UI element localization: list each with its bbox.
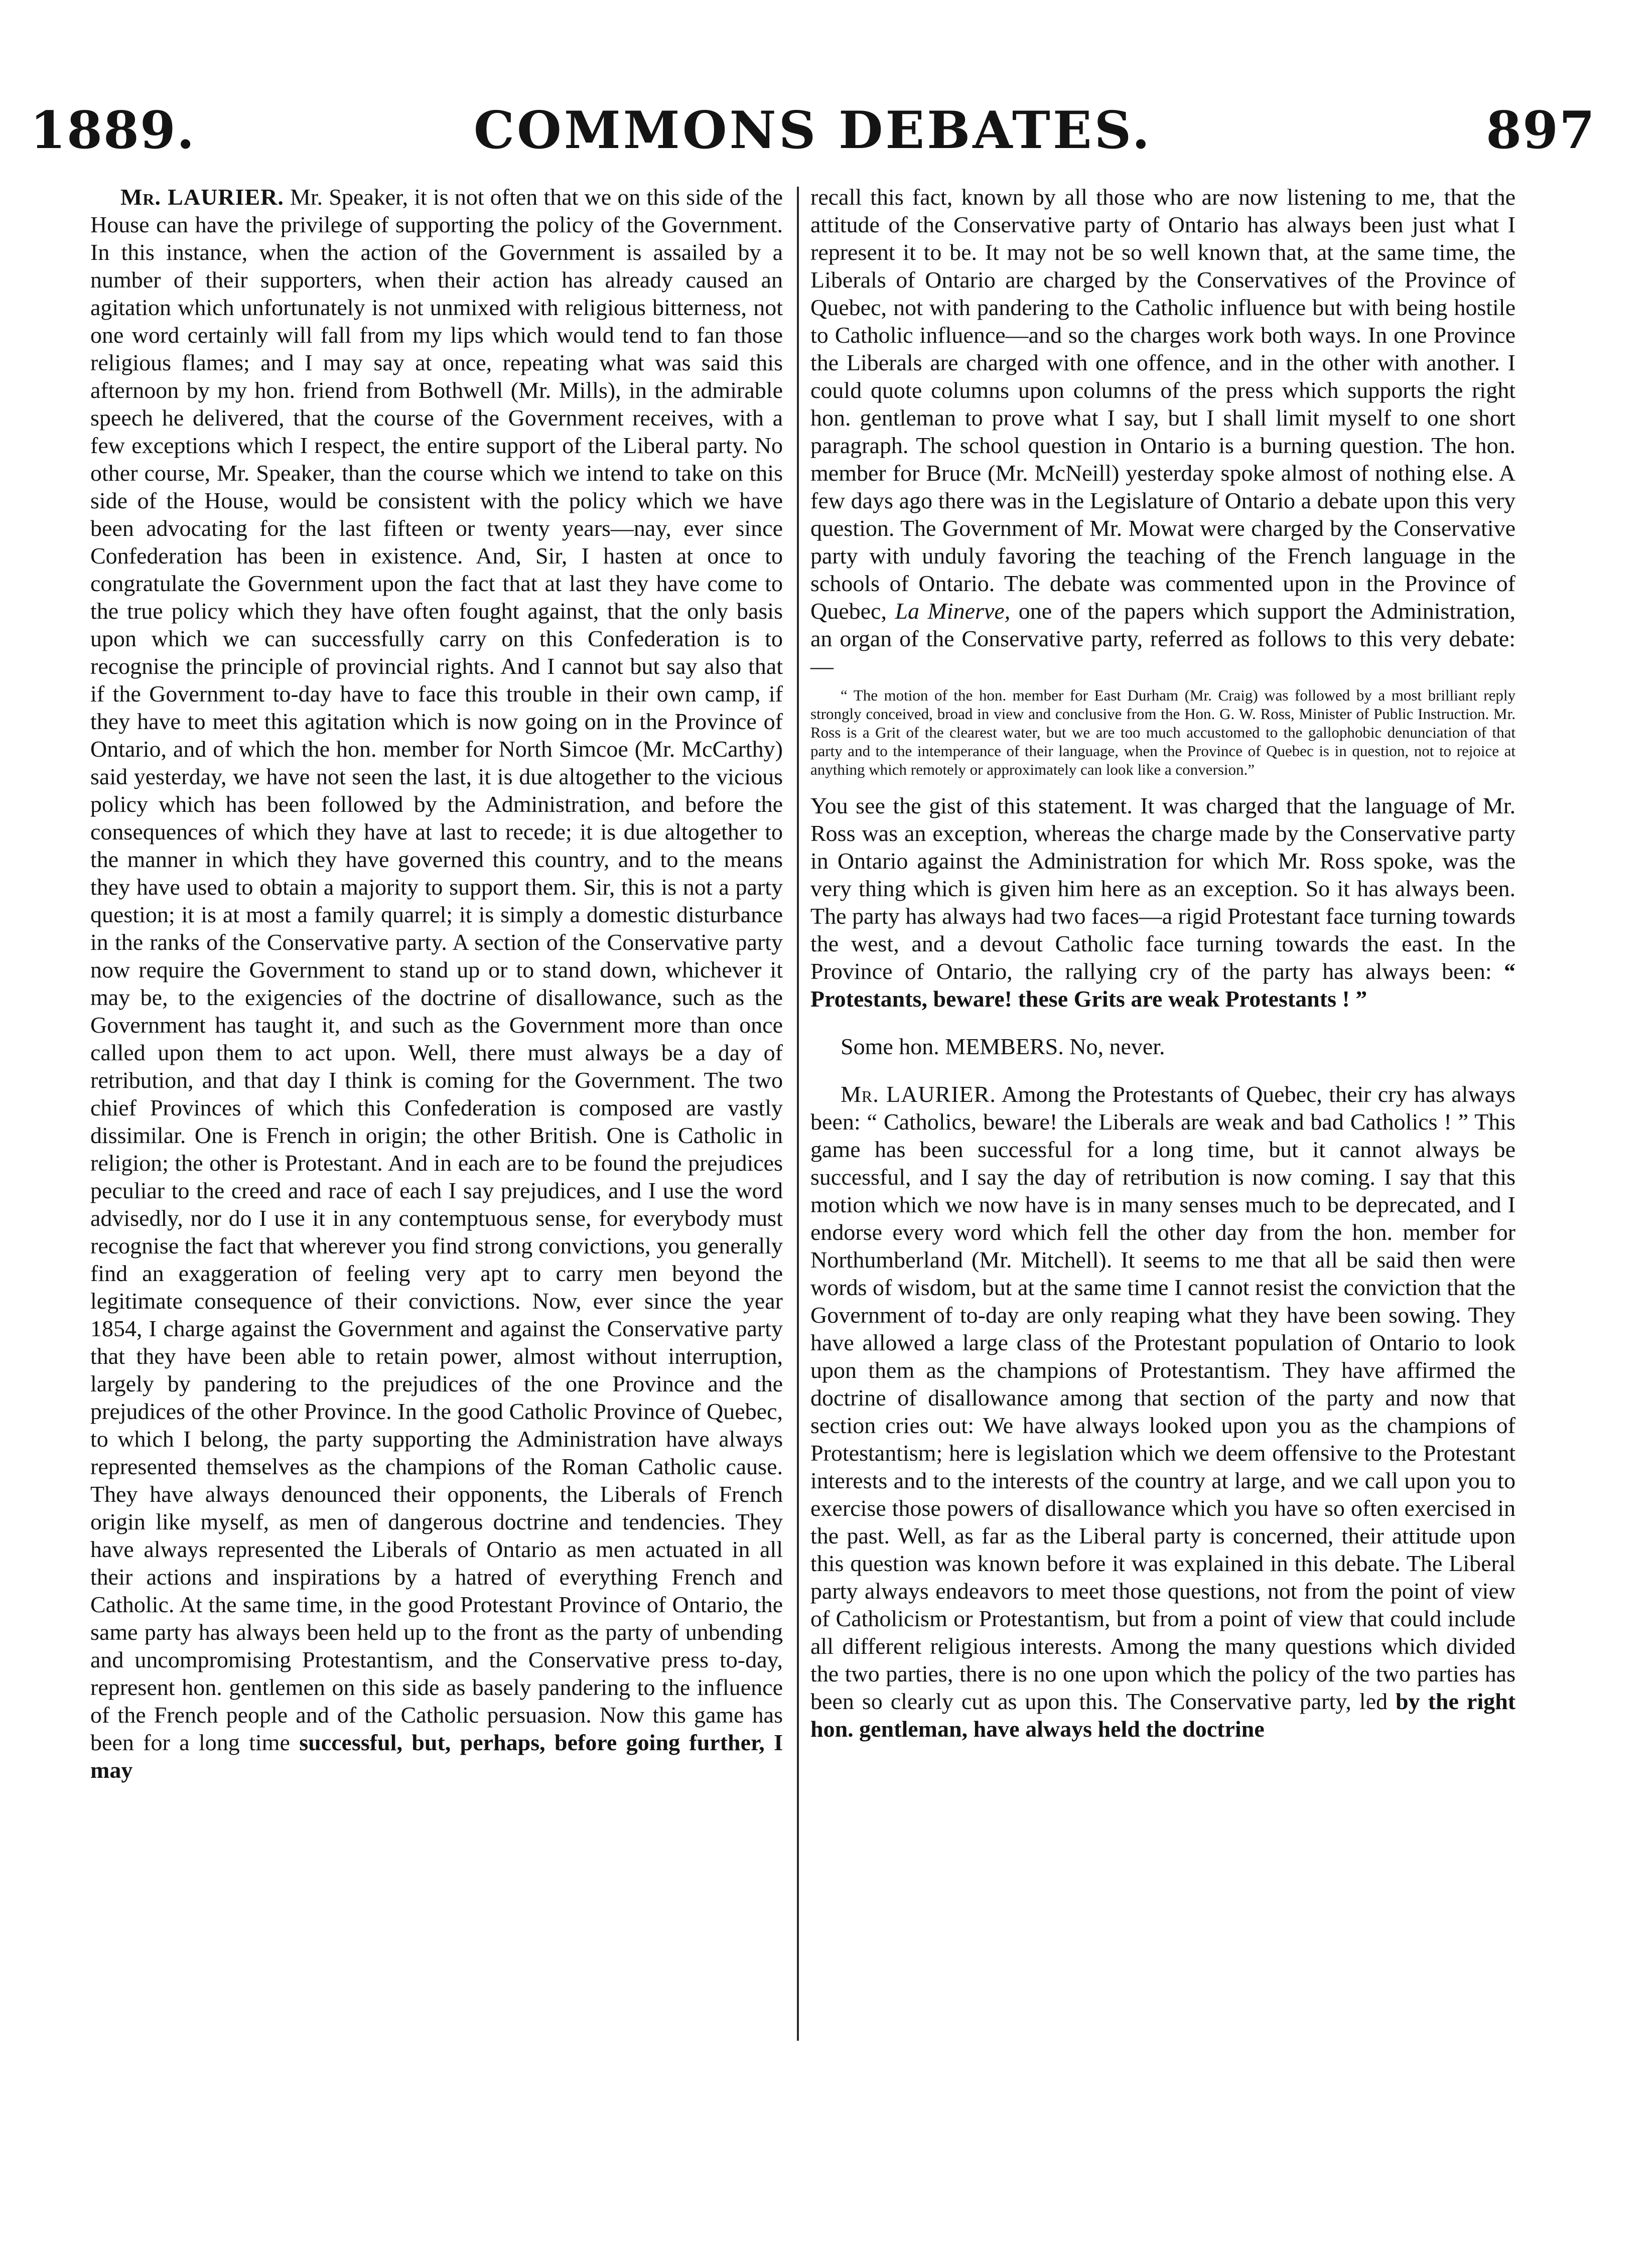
speech-text: Among the Protestants of Quebec, their cry has always been: “ Catholics, beware! the Liberals are weak and bad Catholics ! ” This game has been successful for a long time, but it cannot always be successful, and I say the day of retribution is now coming. I say that this motion which we now have is in many senses much to be deprecated, and I endorse every word which fell the other day from the hon. member for Northumberland (Mr. Mitchell). It seems to me that all be said then were words of wisdom, but at the same time I cannot resist the conviction that the Government of to-day are only reaping what they have been sowing. They have allowed a large class of the Protestant population of Ontario to look upon them as the champions of Protestantism. They have affirmed the doctrine of disallowance among that section of the party and now that section cries out: We have always looked upon you as the champions of Protestantism; here is legislation which we deem offensive to the Protestant interests and to the interests of the country at large, and we call upon you to exercise those powers of disallowance which you have so often exercised in the past. Well, as far as the Liberal party is concerned, their attitude upon this question was known before it was explained in this debate. The Liberal party always endeavors to meet those questions, not from the point of view of Catholicism or Protestantism, but from a point of view that could include all different religious interests. Among the many questions which divided the two parties, there is no one upon which the policy of the two parties has been so clearly cut as upon this. The Conservative party, led: [810, 1081, 1516, 1714]
speech-tail: successful, but, perhaps, before going further, I may: [90, 1730, 783, 1783]
rallying-cry: “ Protestants, beware! these Grits are weak Protestants ! ”: [810, 958, 1516, 1012]
interjection: Some hon. MEMBERS. No, never.: [841, 1034, 1165, 1059]
speech-text-end: one of the papers which support the Administration, an organ of the Conservative party, referred as follows to this very debate:—: [810, 598, 1516, 679]
speaker-name: Mr. LAURIER.: [841, 1081, 996, 1107]
right-column: [810, 183, 1516, 1743]
speech-text: recall this fact, known by all those who are now listening to me, that the attitude of the Conservative party of Ontario has always been just what I represent it to be. It may not be so well known that, at the same time, the Liberals of Ontario are charged by the Conservatives of the Province of Quebec, not with pandering to the Catholic influence but with being hostile to Catholic influence—and so the charges work both ways. In one Province the Liberals are charged with one offence, and in the other with another. I could quote columns upon columns of the press which supports the right hon. gentleman to prove what I say, but I shall limit myself to one short paragraph. The school question in Ontario is a burning question. The hon. member for Bruce (Mr. McNeill) yesterday spoke almost of nothing else. A few days ago there was in the Legislature of Ontario a debate upon this very question. The Government of Mr. Mowat were charged by the Conservative party with unduly favoring the teaching of the French language in the schools of Ontario. The debate was commented upon in the Province of Quebec,: [810, 184, 1516, 624]
header-page-number: 897: [1486, 100, 1596, 161]
right-paragraph-continued: [810, 183, 1516, 680]
right-paragraph-2: [810, 792, 1516, 1013]
header-title: COMMONS DEBATES.: [473, 100, 1153, 161]
right-paragraph-3: [810, 1080, 1516, 1743]
left-paragraph: [90, 183, 783, 1784]
column-divider: [797, 187, 799, 2041]
speaker-name: Mr. LAURIER.: [120, 184, 284, 210]
newspaper-quote: “ The motion of the hon. member for East Durham (Mr. Craig) was followed by a most brilliant reply strongly conceived, broad in view and conclusive from the Hon. G. W. Ross, Minister of Public Instruction. Mr. Ross is a Grit of the clearest water, but we are too much accustomed to the gallophobic denunciation of that party and to the intemperance of their language, when the Province of Quebec is in question, not to rejoice at anything which remotely or approximately can look like a conversion.”: [810, 686, 1516, 778]
speech-text: You see the gist of this statement. It was charged that the language of Mr. Ross was an exception, whereas the charge made by the Conservative party in Ontario against the Administration for which Mr. Ross spoke, was the very thing which is given him here as an exception. So it has always been. The party has always had two faces—a rigid Protestant face turning towards the west, and a devout Catholic face turning towards the east. In the Province of Ontario, the rallying cry of the party has always been:: [810, 793, 1516, 984]
newspaper-name: La Minerve,: [895, 598, 1011, 624]
left-column: [90, 183, 783, 1784]
page-header: [30, 100, 1596, 171]
header-year: 1889.: [30, 100, 196, 161]
speech-tail: by the right hon. gentleman, have always held the doctrine: [810, 1688, 1516, 1742]
speech-text: Mr. Speaker, it is not often that we on this side of the House can have the privilege of supporting the policy of the Government. In this instance, when the action of the Government is assailed by a number of their supporters, when their action has already caused an agitation which unfortunately is not unmixed with religious bitterness, not one word certainly will fall from my lips which would tend to fan those religious flames; and I may say at once, repeating what was said this afternoon by my hon. friend from Bothwell (Mr. Mills), in the admirable speech he delivered, that the course of the Government receives, with a few exceptions which I respect, the entire support of the Liberal party. No other course, Mr. Speaker, than the course which we intend to take on this side of the House, would be consistent with the policy which we have been advocating for the last fifteen or twenty years—nay, ever since Confederation has been in existence. And, Sir, I hasten at once to congratulate the Government upon the fact that at last they have come to the true policy which they have often fought against, that the only basis upon which we can successfully carry on this Confederation is to recognise the principle of provincial rights. And I cannot but say also that if the Government to-day have to face this trouble in their own camp, if they have to meet this agitation which is now going on in the Province of Ontario, and of which the hon. member for North Simcoe (Mr. McCarthy) said yesterday, we have not seen the last, it is due altogether to the vicious policy which has been followed by the Administration, and before the consequences of which they have at last to recede; it is due altogether to the manner in which they have governed this country, and to the means they have used to obtain a majority to support them. Sir, this is not a party question; it is at most a family quarrel; it is simply a domestic disturbance in the ranks of the Conservative party. A section of the Conservative party now require the Government to stand up or to stand down, whichever it may be, to the exigencies of the doctrine of disallowance, such as the Government has taught it, and such as the Government more than once called upon them to act upon. Well, there must always be a day of retribution, and that day I think is coming for the Government. The two chief Provinces of which this Confederation is composed are vastly dissimilar. One is French in origin; the other British. One is Catholic in religion; the other is Protestant. And in each are to be found the prejudices peculiar to the creed and race of each I say prejudices, and I use the word advisedly, nor do I use it in any contemptuous sense, for everybody must recognise the fact that wherever you find strong convictions, you generally find an exaggeration of feeling very apt to carry men beyond the legitimate consequence of their convictions. Now, ever since the year 1854, I charge against the Government and against the Conservative party that they have been able to retain power, almost without interruption, largely by pandering to the prejudices of the one Province and the prejudices of the other Province. In the good Catholic Province of Quebec, to which I belong, the party supporting the Administration have always represented themselves as the champions of the Roman Catholic cause. They have always denounced their opponents, the Liberals of French origin like myself, as men of dangerous doctrine and tendencies. They have always represented the Liberals of Ontario as men actuated in all their actions and inspirations by a hatred of everything French and Catholic. At the same time, in the good Protestant Province of Ontario, the same party has always been held up to the front as the party of unbending and uncompromising Protestantism, and the Conservative press to-day, represent hon. gentlemen on this side as basely pandering to the influence of the French people and of the Catholic persuasion. Now this game has been for a long time: [90, 184, 783, 1755]
